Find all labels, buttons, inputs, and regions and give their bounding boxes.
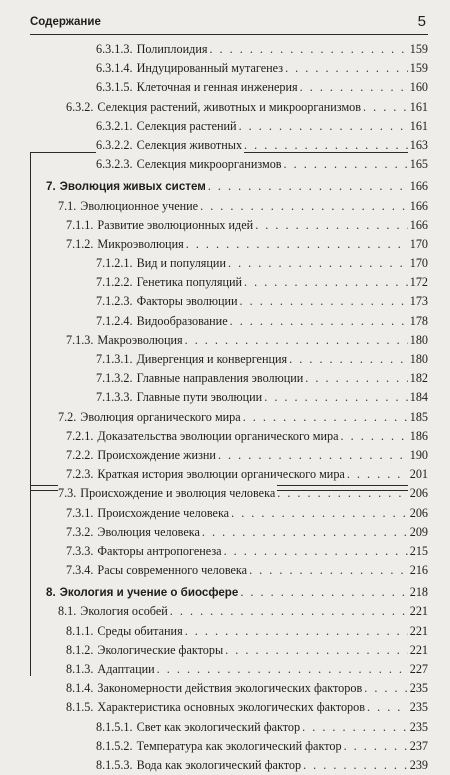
toc-entry [30,254,428,273]
toc-entry [30,427,428,446]
toc-entry-title: Характеристика основных экологических факторов [97,700,365,715]
toc-entry-number: 7.2.2. [66,447,94,462]
toc-entry-page: 161 [408,98,428,117]
toc-entry-number: 6.3.2.1. [96,118,133,133]
dot-leader [244,136,408,155]
toc-entry [30,117,428,136]
toc-entry-page: 182 [408,369,428,388]
toc-entry-label [96,78,300,97]
toc-entry-title: Вода как экологический фактор [136,757,302,772]
toc-entry-title: Развитие эволюционных идей [97,217,254,232]
toc-entry [30,484,428,503]
dot-leader [218,446,408,465]
toc-entry-title: Главные направления эволюции [136,371,304,386]
toc-entry [30,679,428,698]
dot-leader [347,465,408,484]
toc-entry-label [96,292,240,311]
toc-entry-label [58,197,200,216]
toc-entry-number: 8.1.3. [66,662,94,676]
toc-entry-label [66,561,249,580]
toc-entry-label [96,350,289,369]
toc-entry-number: 7.2.1. [66,428,94,443]
toc-entry-label [66,641,225,660]
dot-leader [302,718,408,737]
toc-entry-label [66,446,218,465]
toc-entry-page: 161 [408,117,428,136]
toc-entry-label [66,698,367,717]
toc-entry-label [58,408,243,427]
toc-entry [30,718,428,737]
toc-entry-label [46,583,240,602]
toc-entry [30,737,428,756]
toc-entry-page: 235 [408,698,428,717]
toc-entry-page: 170 [408,254,428,273]
toc-entry [30,98,428,117]
toc-entry-number: 7.1.3.1. [96,352,133,366]
toc-entry-page: 218 [408,583,428,602]
toc-entry-title: Дивергенция и конвергенция [136,352,288,366]
toc-entry-number: 7.1.2.2. [96,275,133,290]
toc-entry-label [96,117,239,136]
toc-entry-number: 8. [46,586,56,600]
toc-entry-page: 159 [408,40,428,59]
toc-entry-page: 216 [408,561,428,580]
toc-entry-label [96,40,209,59]
toc-entry-label [96,388,264,407]
running-header [30,14,428,35]
toc-entry [30,40,428,59]
toc-entry-label [58,602,170,621]
toc-entry-page: 184 [408,388,428,407]
toc-entry-label [58,484,277,503]
header-page-number: 5 [417,13,426,30]
toc-entry [30,312,428,331]
toc-entry-number: 7.3. [58,486,77,501]
toc-entry-number: 7.1.2. [66,236,94,251]
toc-entry-title: Селекция микроорганизмов [136,157,282,172]
dot-leader [364,679,407,698]
toc-entry-title: Вид и популяции [136,256,226,271]
toc-entry-label [66,542,224,561]
dot-leader [243,408,408,427]
dot-leader [289,350,408,369]
dot-leader [200,197,408,216]
toc-entry-label [96,369,305,388]
toc-entry-title: Закономерности действия экологических факторов [97,681,363,696]
dot-leader [185,331,408,350]
toc-entry-number: 6.3.2.3. [96,157,133,172]
dot-leader [303,756,408,775]
toc-entry-title: Адаптации [97,662,155,676]
toc-entry-number: 8.1.2. [66,642,94,657]
toc-entry-page: 201 [408,465,428,484]
toc-entry-label [46,177,208,196]
toc-chapter-entry [30,177,428,196]
toc-entry-number: 7.1.3. [66,332,94,347]
header-title: Содержание [30,16,101,28]
dot-leader [231,504,408,523]
toc-entry-page: 235 [408,718,428,737]
toc-entry-number: 7. [46,180,56,194]
dot-leader [341,427,408,446]
dot-leader [224,542,408,561]
toc-entry-label [66,235,186,254]
toc-entry-title: Эволюция человека [97,524,200,539]
toc-entry-title: Генетика популяций [136,275,243,290]
toc-entry-page: 173 [408,292,428,311]
toc-entry-number: 6.3.2.2. [96,137,133,152]
dot-leader [230,312,408,331]
toc-entry [30,197,428,216]
toc-entry-label [66,679,364,698]
dot-leader [225,641,408,660]
toc-entry-page: 221 [408,622,428,641]
toc-entry-label [66,465,347,484]
toc-entry-page: 206 [408,484,428,503]
toc-entry-number: 7.1.1. [66,217,94,232]
toc-entry-title: Свет как экологический фактор [136,719,301,734]
toc-entry [30,216,428,235]
toc-entry-title: Температура как экологический фактор [136,738,342,753]
toc-entry-title: Факторы эволюции [136,294,238,309]
toc-chapter-entry [30,583,428,602]
toc-entry-number: 6.3.1.5. [96,80,133,95]
toc-entry-label [96,155,284,174]
dot-leader [208,177,408,196]
dot-leader [186,235,408,254]
toc-entry [30,622,428,641]
toc-entry [30,446,428,465]
dot-leader [185,622,408,641]
toc-entry-page: 160 [408,78,428,97]
toc-entry-page: 235 [408,679,428,698]
toc-entry-page: 165 [408,155,428,174]
toc-entry [30,388,428,407]
toc-entry [30,59,428,78]
toc-entry-label [96,136,244,155]
toc-entry-number: 8.1.5. [66,700,94,715]
toc-entry-page: 215 [408,542,428,561]
toc-entry-page: 221 [408,641,428,660]
toc-entry-title: Доказательства эволюции органического мира [97,428,339,443]
toc-entry-label [66,98,363,117]
toc-entry [30,292,428,311]
toc-entry-page: 227 [408,660,428,679]
dot-leader [209,40,407,59]
toc-entry-number: 7.3.2. [66,524,94,539]
toc-entry-page: 209 [408,523,428,542]
toc-entry-title: Селекция растений [136,118,237,133]
dot-leader [202,523,408,542]
dot-leader [264,388,408,407]
toc-entry-number: 7.2. [58,409,77,424]
toc-entry [30,641,428,660]
toc-entry [30,136,428,155]
toc-entry [30,350,428,369]
table-of-contents [30,40,428,775]
dot-leader [285,59,408,78]
toc-entry-number: 7.1.3.3. [96,390,133,405]
toc-entry [30,369,428,388]
toc-entry-title: Эволюционное учение [80,198,199,213]
toc-entry-label [96,737,344,756]
toc-entry-page: 206 [408,504,428,523]
toc-entry-number: 7.1.3.2. [96,371,133,386]
toc-entry-title: Селекция растений, животных и микроорганизмов [97,99,362,114]
toc-entry-title: Микроэволюция [97,236,184,251]
toc-entry-page: 172 [408,273,428,292]
toc-entry-title: Эволюция живых систем [59,180,206,194]
toc-entry-title: Полиплоидия [136,42,208,56]
dot-leader [240,583,407,602]
toc-entry [30,273,428,292]
toc-entry-label [66,523,202,542]
toc-entry-title: Видообразование [136,313,228,328]
toc-entry-title: Краткая история эволюции органического мира [97,467,345,482]
toc-entry-number: 7.1.2.3. [96,294,133,309]
dot-leader [344,737,408,756]
dot-leader [255,216,408,235]
toc-entry-title: Среды обитания [97,623,183,638]
toc-entry-title: Макроэволюция [97,332,183,347]
toc-entry [30,561,428,580]
dot-leader [277,484,407,503]
toc-entry-page: 221 [408,602,428,621]
toc-entry-title: Экологические факторы [97,642,224,657]
toc-entry-number: 8.1.5.2. [96,738,133,753]
dot-leader [157,660,408,679]
toc-entry [30,465,428,484]
dot-leader [249,561,408,580]
dot-leader [284,155,408,174]
toc-entry-label [96,254,228,273]
toc-entry-label [66,331,185,350]
toc-entry-page: 159 [408,59,428,78]
toc-entry [30,408,428,427]
toc-entry-page: 237 [408,737,428,756]
toc-entry-page: 166 [408,216,428,235]
toc-entry-page: 190 [408,446,428,465]
toc-entry-number: 6.3.1.3. [96,42,133,56]
toc-entry-title: Расы современного человека [97,563,248,578]
toc-entry-title: Происхождение и эволюция человека [80,486,276,501]
toc-entry [30,602,428,621]
toc-entry [30,155,428,174]
dot-leader [244,273,408,292]
toc-entry [30,523,428,542]
toc-entry-number: 7.3.3. [66,543,94,558]
dot-leader [363,98,408,117]
toc-entry-page: 170 [408,235,428,254]
toc-entry-page: 186 [408,427,428,446]
toc-entry-label [96,312,230,331]
toc-entry-title: Факторы антропогенеза [97,543,222,558]
dot-leader [240,292,408,311]
toc-entry-title: Селекция животных [136,137,243,152]
toc-entry-title: Эволюция органического мира [80,409,241,424]
toc-entry-page: 166 [408,197,428,216]
toc-entry-label [66,427,341,446]
toc-entry-title: Экология особей [80,604,168,619]
toc-entry [30,542,428,561]
toc-entry-page: 185 [408,408,428,427]
toc-entry-page: 166 [408,177,428,196]
toc-entry-title: Главные пути эволюции [136,390,263,405]
toc-entry-number: 7.3.4. [66,563,94,578]
toc-entry-number: 8.1.5.3. [96,757,133,772]
toc-entry [30,78,428,97]
toc-entry [30,660,428,679]
toc-entry-number: 6.3.2. [66,99,94,114]
toc-entry [30,331,428,350]
toc-entry-label [96,59,285,78]
toc-entry-page: 180 [408,331,428,350]
toc-entry-number: 7.3.1. [66,505,94,520]
dot-leader [305,369,407,388]
dot-leader [228,254,408,273]
toc-entry-label [66,660,157,679]
toc-entry-page: 180 [408,350,428,369]
toc-entry-title: Происхождение жизни [97,447,216,462]
toc-entry-number: 8.1.1. [66,623,94,638]
toc-entry-label [96,273,244,292]
toc-entry-number: 6.3.1.4. [96,61,133,76]
toc-entry-number: 7.1. [58,198,77,213]
toc-entry-title: Происхождение человека [97,505,230,520]
toc-entry-page: 163 [408,136,428,155]
toc-entry-number: 7.1.2.4. [96,313,133,328]
toc-entry [30,698,428,717]
toc-entry-label [96,718,302,737]
toc-entry-title: Индуцированный мутагенез [136,61,284,76]
dot-leader [367,698,408,717]
toc-entry [30,756,428,775]
toc-entry-label [66,622,185,641]
toc-entry-title: Экология и учение о биосфере [59,586,239,600]
dot-leader [300,78,408,97]
toc-entry-number: 7.1.2.1. [96,256,133,271]
toc-entry [30,235,428,254]
toc-entry-page: 239 [408,756,428,775]
toc-entry-number: 8.1.4. [66,681,94,696]
toc-entry-label [96,756,303,775]
dot-leader [239,117,408,136]
toc-entry-label [66,504,231,523]
toc-entry-page: 178 [408,312,428,331]
toc-entry-title: Клеточная и генная инженерия [136,80,298,95]
toc-entry-number: 8.1. [58,604,77,619]
toc-entry [30,504,428,523]
toc-entry-number: 8.1.5.1. [96,719,133,734]
toc-entry-number: 7.2.3. [66,467,94,482]
toc-entry-label [66,216,255,235]
dot-leader [170,602,408,621]
